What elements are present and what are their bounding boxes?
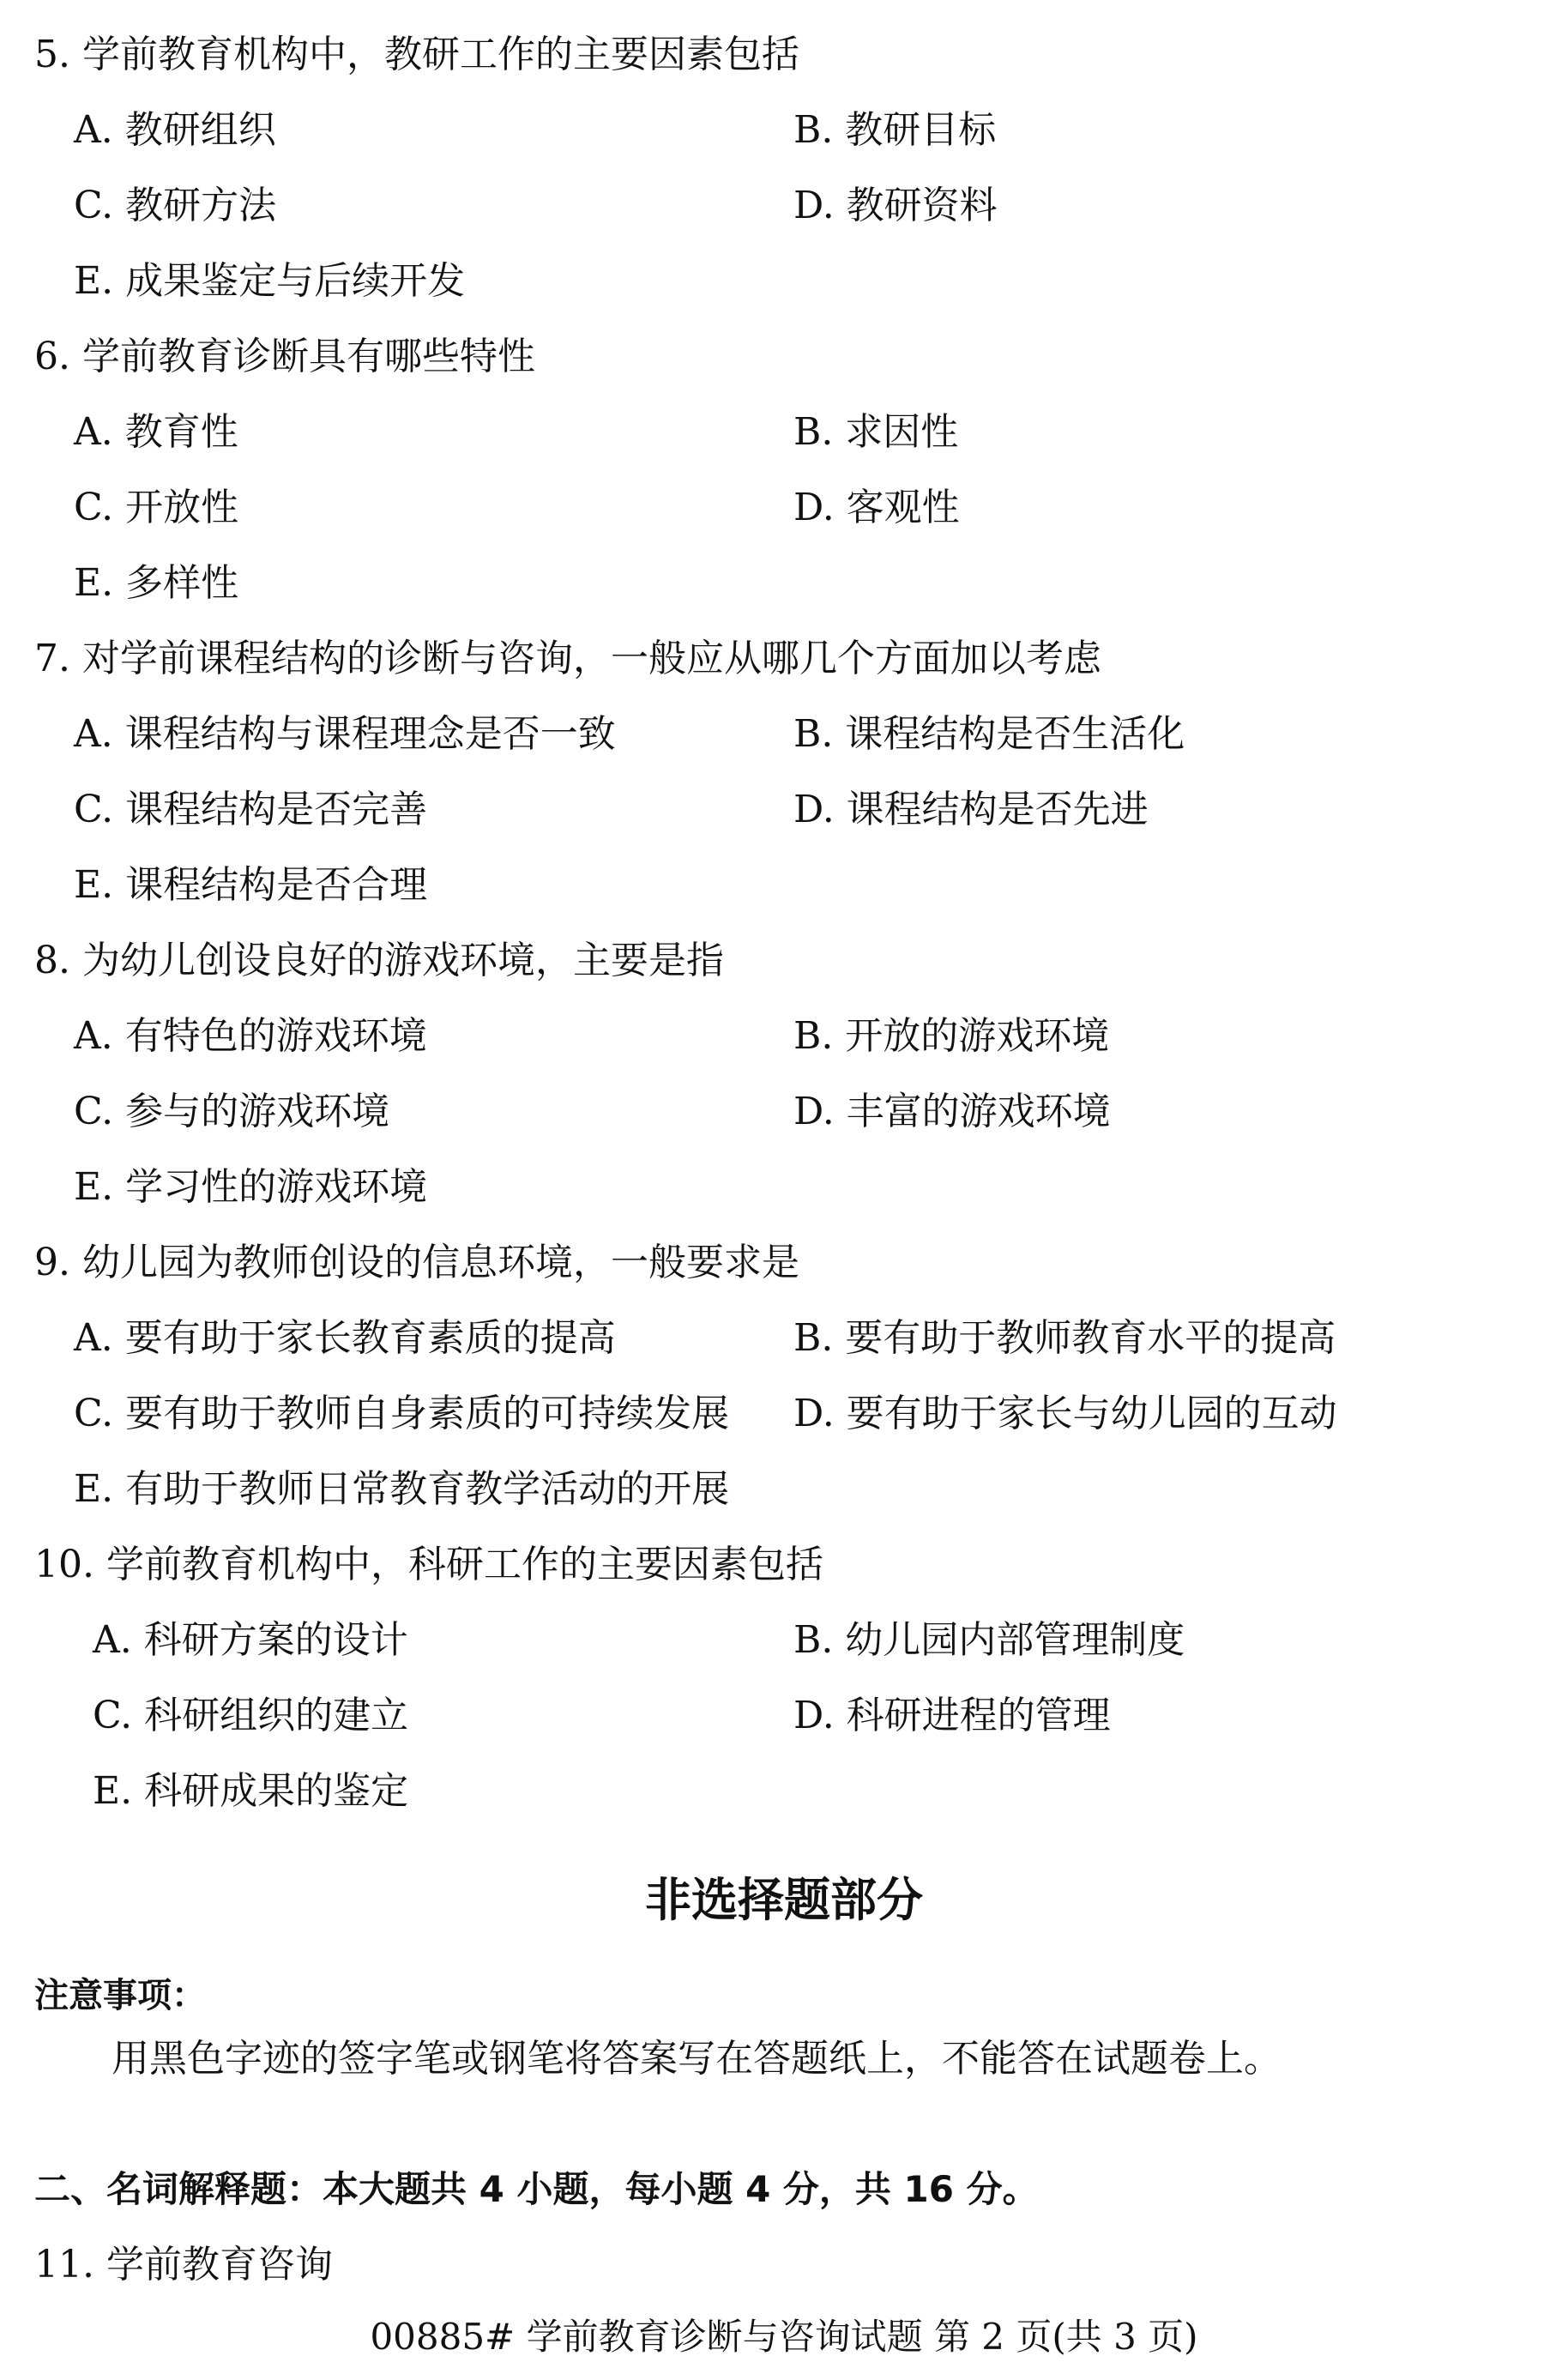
notice-text: 用黑色字迹的签字笔或钢笔将答案写在答题纸上，不能答在试题卷上。 bbox=[112, 2037, 1282, 2081]
question-7-option-a: A. 课程结构与课程理念是否一致 bbox=[74, 712, 616, 756]
question-9-option-d: D. 要有助于家长与幼儿园的互动 bbox=[793, 1392, 1337, 1435]
question-8-option-e: E. 学习性的游戏环境 bbox=[74, 1165, 428, 1209]
question-5-option-c: C. 教研方法 bbox=[74, 184, 277, 227]
question-11-stem: 11. 学前教育咨询 bbox=[34, 2243, 333, 2286]
question-9-stem: 9. 幼儿园为教师创设的信息环境，一般要求是 bbox=[34, 1241, 799, 1284]
question-5-option-a: A. 教研组织 bbox=[74, 108, 276, 152]
question-6-option-c: C. 开放性 bbox=[74, 486, 239, 529]
question-10-stem: 10. 学前教育机构中，科研工作的主要因素包括 bbox=[34, 1543, 823, 1586]
question-5-option-e: E. 成果鉴定与后续开发 bbox=[74, 259, 466, 303]
question-8-option-c: C. 参与的游戏环境 bbox=[74, 1090, 390, 1133]
question-6-stem: 6. 学前教育诊断具有哪些特性 bbox=[34, 335, 535, 378]
question-6-option-a: A. 教育性 bbox=[74, 410, 238, 454]
question-10-option-e: E. 科研成果的鉴定 bbox=[93, 1769, 409, 1813]
question-5-option-b: B. 教研目标 bbox=[793, 108, 997, 152]
question-5-stem: 5. 学前教育机构中，教研工作的主要因素包括 bbox=[34, 33, 799, 76]
question-7-stem: 7. 对学前课程结构的诊断与咨询，一般应从哪几个方面加以考虑 bbox=[34, 637, 1101, 680]
question-7-option-b: B. 课程结构是否生活化 bbox=[793, 712, 1185, 756]
question-9-option-c: C. 要有助于教师自身素质的可持续发展 bbox=[74, 1392, 730, 1435]
question-7-option-d: D. 课程结构是否先进 bbox=[793, 788, 1149, 831]
question-8-option-d: D. 丰富的游戏环境 bbox=[793, 1090, 1111, 1133]
question-6-option-b: B. 求因性 bbox=[793, 410, 959, 454]
question-9-option-e: E. 有助于教师日常教育教学活动的开展 bbox=[74, 1467, 730, 1511]
question-8-stem: 8. 为幼儿创设良好的游戏环境，主要是指 bbox=[34, 939, 724, 982]
section-title: 非选择题部分 bbox=[645, 1873, 923, 1927]
question-6-option-e: E. 多样性 bbox=[74, 561, 239, 605]
notice-title: 注意事项： bbox=[34, 1976, 206, 2015]
part-two-heading: 二、名词解释题：本大题共 4 小题，每小题 4 分，共 16 分。 bbox=[34, 2168, 1039, 2210]
question-10-option-d: D. 科研进程的管理 bbox=[793, 1694, 1111, 1737]
question-7-option-c: C. 课程结构是否完善 bbox=[74, 788, 428, 831]
page-footer: 00885# 学前教育诊断与咨询试题 第 2 页(共 3 页) bbox=[370, 2316, 1198, 2358]
question-10-option-a: A. 科研方案的设计 bbox=[93, 1618, 408, 1662]
question-10-option-c: C. 科研组织的建立 bbox=[93, 1694, 409, 1737]
question-10-option-b: B. 幼儿园内部管理制度 bbox=[793, 1618, 1185, 1662]
question-9-option-a: A. 要有助于家长教育素质的提高 bbox=[74, 1316, 616, 1360]
question-8-option-a: A. 有特色的游戏环境 bbox=[74, 1014, 427, 1058]
question-7-option-e: E. 课程结构是否合理 bbox=[74, 863, 428, 907]
question-5-option-d: D. 教研资料 bbox=[793, 184, 998, 227]
question-8-option-b: B. 开放的游戏环境 bbox=[793, 1014, 1110, 1058]
question-9-option-b: B. 要有助于教师教育水平的提高 bbox=[793, 1316, 1336, 1360]
question-6-option-d: D. 客观性 bbox=[793, 486, 960, 529]
